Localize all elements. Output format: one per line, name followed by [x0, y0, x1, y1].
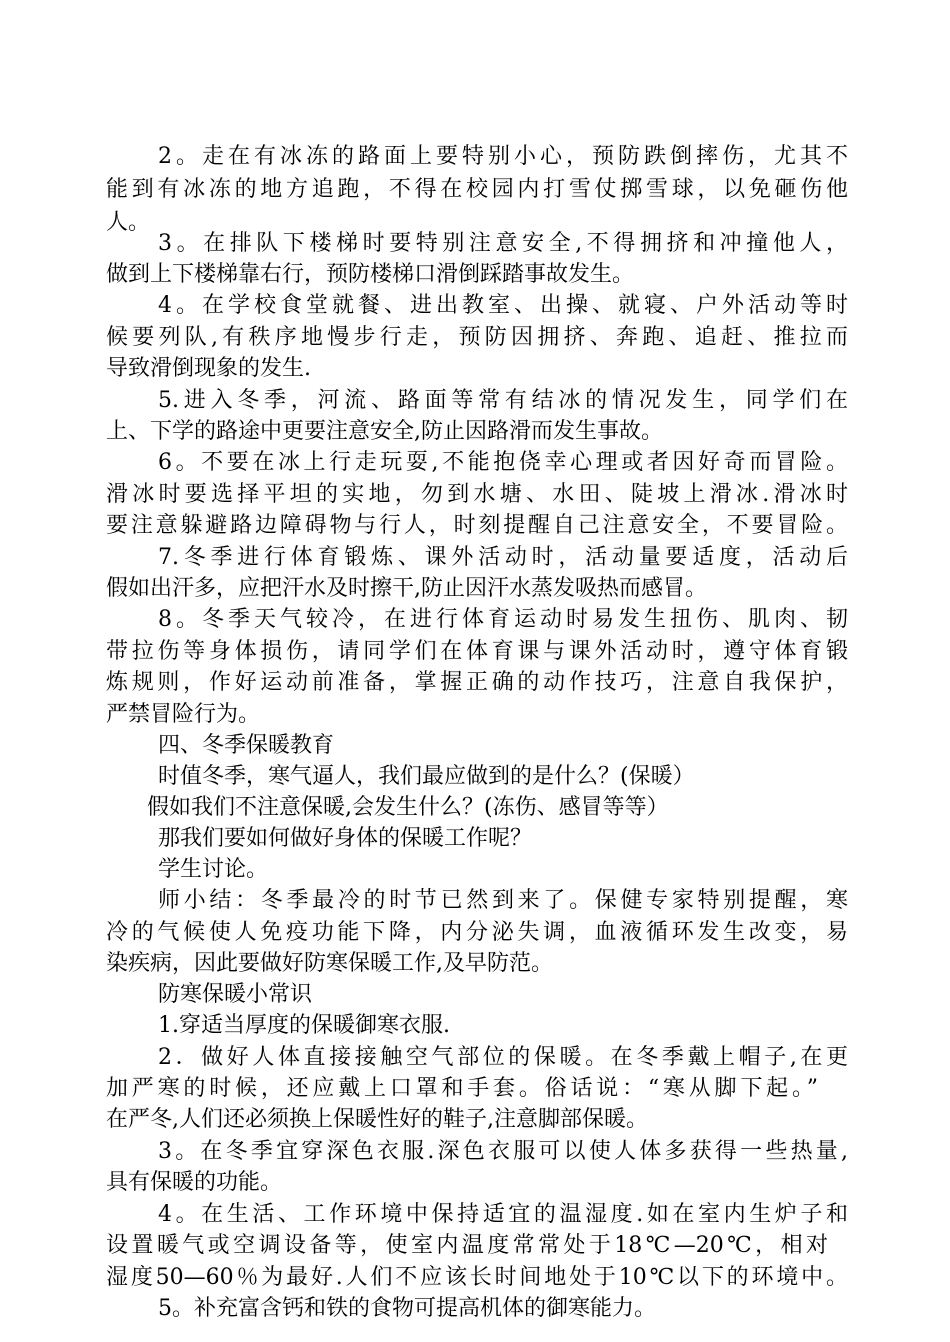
question-how: 那我们要如何做好身体的保暖工作呢？ — [158, 826, 533, 851]
tip-4-line-2: 设置暖气或空调设备等，使室内温度常常处于18℃—20℃，相对 — [106, 1233, 828, 1258]
paragraph-3-line-2: 做到上下楼梯靠右行，预防楼梯口滑倒踩踏事故发生。 — [106, 262, 635, 287]
tip-2-line-3: 在严冬,人们还必须换上保暖性好的鞋子,注意脚部保暖。 — [106, 1107, 648, 1132]
paragraph-6-line-3: 要注意躲避路边障碍物与行人，时刻提醒自己注意安全，不要冒险。 — [106, 513, 848, 538]
paragraph-4-line-2: 候要列队,有秩序地慢步行走，预防因拥挤、奔跑、追赶、推拉而 — [106, 325, 848, 350]
paragraph-8-line-2: 带拉伤等身体损伤，请同学们在体育课与课外活动时，遵守体育锻 — [106, 639, 848, 664]
paragraph-7-line-1: 7.冬季进行体育锻炼、课外活动时，活动量要适度，活动后 — [158, 545, 848, 570]
summary-line-2: 冷的气候使人免疫功能下降，内分泌失调，血液循环发生改变，易 — [106, 920, 848, 945]
paragraph-6-line-2: 滑冰时要选择平坦的实地，勿到水塘、水田、陡坡上滑冰.滑冰时 — [106, 482, 848, 507]
paragraph-8-line-1: 8。冬季天气较冷，在进行体育运动时易发生扭伤、肌肉、韧 — [158, 607, 848, 632]
paragraph-2-line-2: 能到有冰冻的地方追跑，不得在校园内打雪仗掷雪球，以免砸伤他 — [106, 177, 848, 202]
student-discussion: 学生讨论。 — [158, 857, 269, 882]
tip-3-line-2: 具有保暖的功能。 — [106, 1170, 283, 1195]
tip-1: 1.穿适当厚度的保暖御寒衣服. — [158, 1013, 450, 1038]
tip-4-line-3: 湿度50—60％为最好.人们不应该长时间地处于10℃以下的环境中。 — [106, 1265, 848, 1290]
summary-line-3: 染疾病，因此要做好防寒保暖工作,及早防范。 — [106, 951, 553, 976]
paragraph-2-line-1: 2。走在有冰冻的路面上要特别小心，预防跌倒摔伤，尤其不 — [158, 144, 848, 169]
paragraph-4-line-3: 导致滑倒现象的发生. — [106, 356, 311, 381]
section-heading: 四、冬季保暖教育 — [158, 733, 335, 758]
paragraph-5-line-2: 上、下学的路途中更要注意安全,防止因路滑而发生事故。 — [106, 419, 663, 444]
tip-2-line-1: 2．做好人体直接接触空气部位的保暖。在冬季戴上帽子,在更 — [158, 1045, 848, 1070]
tip-3-line-1: 3。在冬季宜穿深色衣服.深色衣服可以使人体多获得一些热量, — [158, 1139, 848, 1164]
tip-5: 5。补充富含钙和铁的食物可提高机体的御寒能力。 — [158, 1296, 656, 1321]
tips-heading: 防寒保暖小常识 — [158, 982, 313, 1007]
paragraph-3-line-1: 3。在排队下楼梯时要特别注意安全,不得拥挤和冲撞他人， — [158, 231, 848, 256]
paragraph-7-line-2: 假如出汗多，应把汗水及时擦干,防止因汗水蒸发吸热而感冒。 — [106, 576, 707, 601]
paragraph-4-line-1: 4。在学校食堂就餐、进出教室、出操、就寝、户外活动等时 — [158, 293, 848, 318]
paragraph-6-line-1: 6。不要在冰上行走玩耍,不能抱侥幸心理或者因好奇而冒险。 — [158, 450, 848, 475]
tip-2-line-2: 加严寒的时候，还应戴上口罩和手套。俗话说：“寒从脚下起。” — [106, 1076, 818, 1101]
summary-line-1: 师小结：冬季最冷的时节已然到来了。保健专家特别提醒，寒 — [158, 888, 848, 913]
question-consequence: 假如我们不注意保暖,会发生什么？(冻伤、感冒等等） — [147, 795, 669, 820]
question-warmth: 时值冬季，寒气逼人，我们最应做到的是什么？(保暖） — [158, 764, 695, 789]
tip-4-line-1: 4。在生活、工作环境中保持适宜的温湿度.如在室内生炉子和 — [158, 1202, 848, 1227]
paragraph-8-line-3: 炼规则，作好运动前准备，掌握正确的动作技巧，注意自我保护， — [106, 670, 848, 695]
paragraph-2-line-3: 人。 — [106, 210, 151, 235]
paragraph-8-line-4: 严禁冒险行为。 — [106, 702, 261, 727]
paragraph-5-line-1: 5.进入冬季，河流、路面等常有结冰的情况发生，同学们在 — [158, 388, 848, 413]
